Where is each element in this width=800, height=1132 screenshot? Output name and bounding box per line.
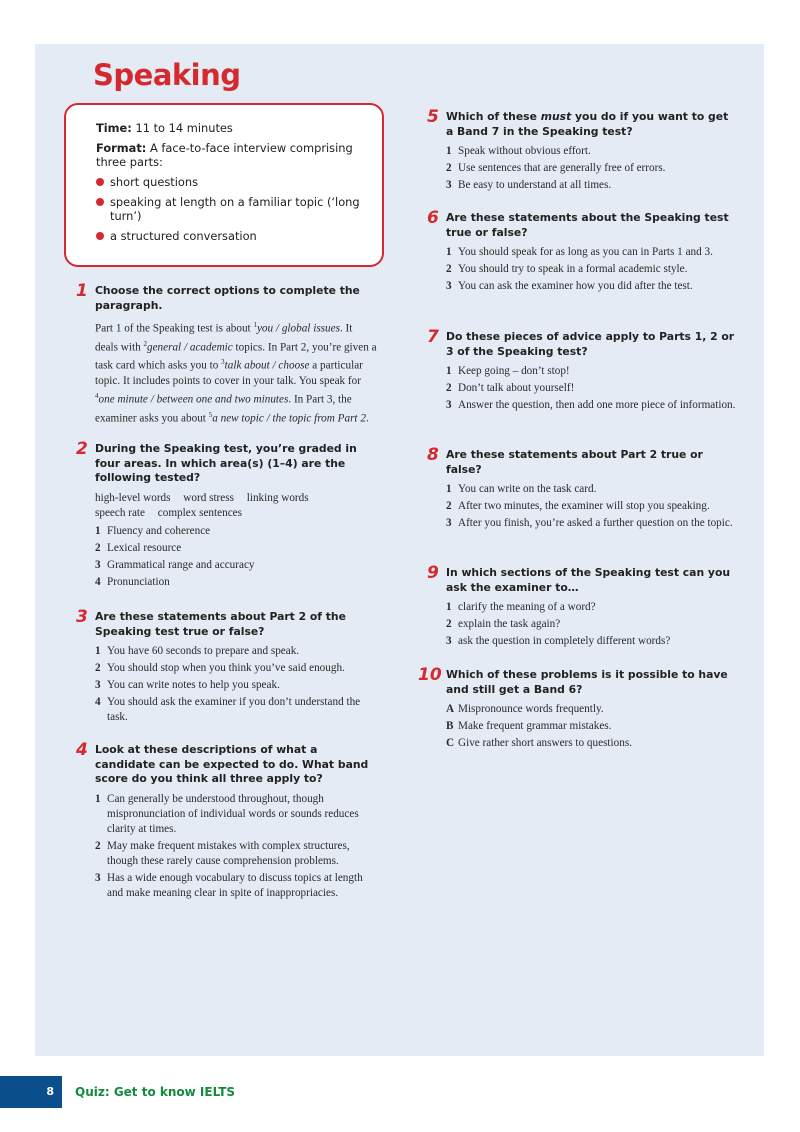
list-item: 3 Grammatical range and accuracy (95, 558, 255, 571)
list-item: 1 clarify the meaning of a word? (446, 601, 596, 613)
list-item: 1 Fluency and coherence (95, 524, 211, 537)
item-list (95, 792, 379, 901)
word: linking words (246, 491, 309, 504)
question-number: 3 (76, 607, 88, 627)
option: general / academic (146, 341, 233, 354)
question-title: Which of these must you do if you want to get a Band 7 in the Speaking test? (446, 110, 729, 138)
question-5 (427, 107, 738, 195)
time-value: 11 to 14 minutes (135, 121, 233, 135)
word: high-level words (95, 491, 171, 504)
question-number: 6 (427, 208, 439, 228)
list-item: 4 Pronunciation (95, 575, 170, 588)
list-item: 3 Be easy to understand at all times. (446, 179, 612, 191)
format-line (96, 141, 368, 169)
list-item: 1 Speak without obvious effort. (446, 145, 591, 157)
format-part: speaking at length on a familiar topic (‘long turn’) (96, 195, 368, 223)
list-item: B Make frequent grammar mistakes. (446, 720, 612, 732)
item-list (446, 702, 738, 751)
list-item: C Give rather short answers to questions. (446, 737, 632, 749)
item-list (95, 524, 377, 590)
page-number: 8 (0, 1076, 62, 1108)
question-title: During the Speaking test, you’re graded in four areas. In which area(s) (1–4) are the following tested? (95, 442, 357, 484)
question-3 (76, 607, 379, 727)
item-list (446, 364, 738, 413)
question-9 (427, 563, 738, 651)
list-item: 3 You can write notes to help you speak. (95, 679, 280, 691)
question-title: Are these statements about the Speaking test true or false? (446, 211, 729, 239)
bullet-icon (96, 232, 104, 240)
list-item: 2 Lexical resource (95, 541, 182, 554)
format-parts-list (96, 175, 368, 243)
question-1 (76, 281, 377, 427)
item-list (446, 245, 738, 294)
question-title: Which of these problems is it possible to have and still get a Band 6? (446, 668, 728, 696)
list-item: A Mispronounce words frequently. (446, 703, 604, 715)
item-list (446, 600, 738, 649)
option: talk about / choose (224, 360, 310, 373)
question-paragraph: Part 1 of the Speaking test is about $^1$you / global issues. It deals with $^2$general / academic topics. In Part 2, you’re given a task card which asks you to $^3$talk about / choose a particular topic. It includes points to cover in your talk. You speak for $^4$one minute / between one and two minutes. In Part 3, the examiner asks you about $^5$a new topic / the topic from Part 2. (95, 321, 377, 425)
list-item: 3 After you finish, you’re asked a further question on the topic. (446, 517, 733, 529)
format-part: a structured conversation (96, 229, 368, 243)
question-8 (427, 445, 738, 533)
question-2 (76, 439, 377, 592)
list-item: 2 You should try to speak in a formal academic style. (446, 263, 688, 275)
page-title: Speaking (93, 58, 241, 92)
list-item: 4 You should ask the examiner if you don’t understand the task. (95, 696, 361, 723)
word: complex sentences (157, 506, 242, 519)
time-label: Time: (96, 121, 132, 135)
format-label: Format: (96, 141, 147, 155)
word-list (95, 491, 377, 521)
list-item: 2 You should stop when you think you’ve said enough. (95, 662, 345, 674)
question-7 (427, 327, 738, 415)
list-item: 1 Can generally be understood throughout, though mispronunciation of individual words or sounds reduces clarity at times. (95, 792, 359, 835)
question-number: 7 (427, 327, 439, 347)
item-list (446, 482, 738, 531)
question-title: In which sections of the Speaking test can you ask the examiner to… (446, 566, 731, 594)
question-title: Are these statements about Part 2 of the Speaking test true or false? (95, 610, 346, 638)
list-item: 1 You should speak for as long as you can in Parts 1 and 3. (446, 246, 713, 258)
question-title: Look at these descriptions of what a candidate can be expected to do. What band score do you think all three apply to? (95, 743, 369, 785)
list-item: 1 You can write on the task card. (446, 483, 597, 495)
list-item: 2 May make frequent mistakes with complex structures, though these rarely cause comprehension problems. (95, 839, 350, 867)
question-number: 8 (427, 445, 439, 465)
option: one minute / between one and two minutes (98, 393, 289, 406)
bullet-icon (96, 198, 104, 206)
test-info-box (64, 103, 384, 267)
option: you / global issues (256, 322, 340, 335)
question-6 (427, 208, 738, 296)
item-list (446, 144, 738, 193)
section-title: Quiz: Get to know IELTS (75, 1085, 236, 1099)
list-item: 2 After two minutes, the examiner will stop you speaking. (446, 500, 710, 512)
question-number: 5 (427, 107, 439, 127)
question-4 (76, 740, 379, 903)
list-item: 3 You can ask the examiner how you did after the test. (446, 280, 693, 292)
format-part: short questions (96, 175, 368, 189)
item-list (95, 644, 379, 725)
list-item: 3 Has a wide enough vocabulary to discuss topics at length and make meaning clear in spite of inappropriacies. (95, 871, 363, 899)
list-item: 2 explain the task again? (446, 618, 561, 630)
list-item: 1 Keep going – don’t stop! (446, 365, 570, 377)
question-title: Are these statements about Part 2 true or false? (446, 448, 703, 476)
time-line (96, 121, 368, 135)
question-number: 10 (418, 665, 442, 685)
list-item: 3 ask the question in completely different words? (446, 635, 671, 647)
question-number: 9 (427, 563, 439, 583)
format-value: A face-to-face interview comprising three parts: (96, 141, 353, 169)
question-number: 2 (76, 439, 88, 459)
list-item: 2 Use sentences that are generally free of errors. (446, 162, 666, 174)
question-title: Do these pieces of advice apply to Parts 1, 2 or 3 of the Speaking test? (446, 330, 735, 358)
bullet-icon (96, 178, 104, 186)
option: a new topic / the topic from Part 2 (212, 412, 366, 425)
list-item: 1 You have 60 seconds to prepare and speak. (95, 645, 300, 657)
question-number: 1 (76, 281, 88, 301)
question-number: 4 (76, 740, 88, 760)
question-10 (418, 665, 738, 753)
list-item: 3 Answer the question, then add one more piece of information. (446, 399, 736, 411)
word: speech rate (95, 506, 145, 519)
word: word stress (183, 491, 234, 504)
question-title: Choose the correct options to complete the paragraph. (95, 284, 360, 312)
list-item: 2 Don’t talk about yourself! (446, 382, 575, 394)
